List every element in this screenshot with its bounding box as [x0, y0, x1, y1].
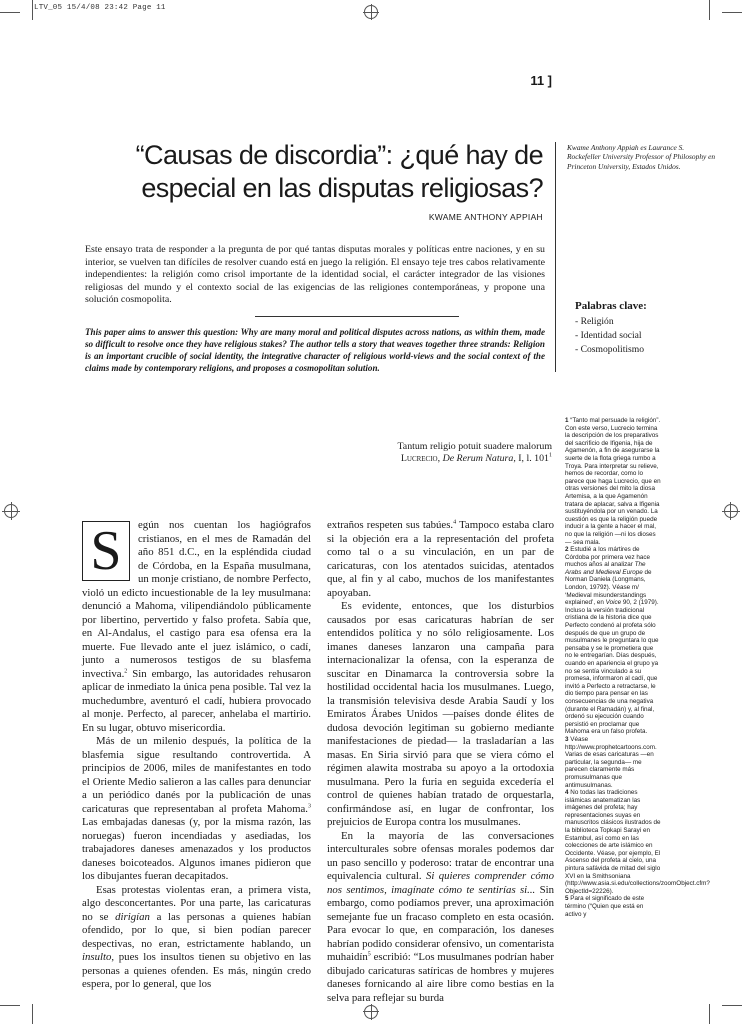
footnote: [565, 417, 661, 546]
page-number: 11 ]: [530, 73, 552, 88]
footnotes: [565, 417, 710, 918]
footnote-text: “Tanto mal persuade la religión”. Con este verso, Lucrecio termina la descripción de los preparativos del sacrificio de Ifigenia, hija de Agamenón, a fin de asegurarse la suerte de la flota griega rumbo a Troya. Para interpretar su relieve, hemos de recordar, como lo parece que haga Lucrecio, que en otras versiones del mito la diosa Artemisa, a la que Agamenón tratara de aplacar, salva a Ifigenia sustituyéndola por un venado. La cuestión es que la religión puede inducir a la gente a hacer el mal, no que la religión —ni los dioses— sea mala.: [565, 417, 661, 546]
footnote-text: Véase http://www.prophetcartoons.com. Varias de esas caricaturas —en particular, la segunda— me parecen claramente más promusulmanas que antimusulmanas.: [565, 735, 657, 789]
footnote-text: No todas las tradiciones islámicas anatematizan las imágenes del profeta; hay representaciones suyas en manuscritos clásicos ilustrados de la biblioteca Topkapi Sarayi en Estambul, así como en las colecciones de arte islámico en Occidente. Véase, por ejemplo, El Ascenso del profeta al cielo, una pintura safávida de mitad del siglo XVI en la Smithsoniana (http://www.asia.si.edu/collections/zoomObject.cfm?ObjectId=22226).: [565, 789, 710, 895]
crop-mark: [709, 1004, 710, 1024]
footnote-ref: 4: [453, 519, 457, 526]
footnote-ref: 3: [308, 802, 311, 809]
vertical-divider: [555, 142, 556, 372]
abstract-english: This paper aims to answer this question: Why are many moral and political disputes across nations, as within them, made so difficult to resolve once they have religious stakes? The author tells a story that weaves together three strands: Religion is an important crucible of social identity, the integrative character of religious world-views and the social context of the claims made by contemporary religions, and proposes a cosmopolitan solution.: [85, 327, 545, 374]
paragraph-text: Más de un milenio después, la política de la blasfemia sigue resultando controvertida. A principios de 2006, miles de manifestantes en todo el Oriente Medio salieron a las calles para denunciar a un periódico danés por la publicación de unas caricaturas que representaban al profeta Mahoma.: [82, 735, 311, 815]
body-paragraph: [327, 519, 554, 600]
footnote-emphasis: The Arabs and Medieval Europe: [565, 561, 646, 576]
registration-target-icon: [364, 1005, 378, 1019]
body-column-1: [82, 519, 311, 992]
title-line: “Causas de discordia”: ¿qué hay de: [135, 140, 543, 170]
footnote-text: Estudié a los mártires de Córdoba por primera vez hace muchos años al analizar: [565, 546, 651, 569]
footnote: [565, 546, 661, 736]
paragraph-text: Sin embargo, como podíamos prever, una aproximación semejante fue un fracaso completo en esta ocasión. Para evocar lo que, en comparación, los daneses habrían podido considerar ofensivo, un comentarista muhaidín: [327, 883, 554, 963]
author-bio: Kwame Anthony Appiah es Laurance S. Rockefeller University Professor of Philosophy en Princeton University, Estados Unidos.: [567, 143, 716, 171]
print-slug: LTV_05 15/4/08 23:42 Page 11: [34, 4, 166, 12]
epigraph-ref: , I, l. 101: [513, 453, 549, 464]
footnote-number: 3: [565, 735, 569, 743]
paragraph-text: Esas protestas violentas eran, a primera vista, algo desconcertantes. Por una parte, las caricaturas no se: [82, 883, 311, 923]
crop-mark: [0, 12, 20, 13]
footnote-text: 90, 2 (1979). Incluso la versión tradicional cristiana de la historia dice que Perfecto condenó al profeta sólo después de que un grupo de musulmanes le preguntara lo que pensaba y se le prometiera que no le entregarían. Días después, cuando en apariencia el grupo ya no se sentía vinculado a su promesa, informaron al cadí, que invitó a Perfecto a retractarse, le dio tiempo para pensar en las consecuencias de una negativa (durante el Ramadán) y, al final, ordenó su ejecución cuando persistió en proclamar que Mahoma era un falso profeta.: [565, 599, 659, 736]
body-paragraph: Es evidente, entonces, que los disturbios causados por esas caricaturas habrían de ser entendidos política y no sólo religiosamente. Los imanes daneses lanzaron una campaña para internacionalizar la ofensa, con la esperanza de suscitar en Dinamarca la controversia sobre la hostilidad occidental hacia los musulmanes. Luego, la transmisión televisiva desde Arabia Saudí y los Emiratos Árabes Unidos —países donde élites de dudosa devoción legitiman su gobierno mediante manifestaciones de piedad— la trasladarían a las masas. En Siria sirvió para que se viera cómo el régimen alawita mostraba su apoyo a la ortodoxia musulmana. Pero la furia en seguida excedería el control de quienes habían tratado de orquestarla, confirmándose así, en lugar de confrontar, los prejuicios de Europa contra los musulmanes.: [327, 600, 554, 828]
paragraph-text: extraños respeten sus tabúes.: [327, 519, 454, 531]
footnote: [565, 895, 661, 918]
paragraph-text: a las personas a quienes habían ofendido, por lo que, si bien podían parecer despectivas, no eran, estrictamente hablando, un: [82, 910, 311, 950]
drop-cap: S: [82, 521, 130, 581]
footnote-emphasis: Voice: [605, 599, 622, 607]
keyword-item: - Religión: [575, 316, 614, 327]
crop-mark: [722, 1005, 742, 1006]
body-paragraph: [82, 735, 311, 884]
footnote-text: de Norman Daniela (Longmans, London, 1979ž). Véase m/ ‘Medieval misunderstandings explained’, en: [565, 568, 652, 607]
epigraph-quote: Tantum religio potuit suadere malorum: [397, 441, 552, 452]
keyword-item: - Cosmopolitismo: [575, 344, 645, 355]
keyword-item: - Identidad social: [575, 330, 642, 341]
crop-mark: [32, 1004, 33, 1024]
article-title: [123, 139, 543, 205]
body-paragraph: [82, 884, 311, 992]
keywords-title: Palabras clave:: [575, 300, 647, 312]
abstract-separator: [255, 316, 459, 317]
footnote-ref: 1: [549, 452, 552, 459]
emphasis: dirigían: [115, 910, 150, 923]
emphasis: insulto: [82, 951, 112, 963]
epigraph-author: Lucrecio: [400, 453, 438, 464]
body-column-2: [327, 519, 554, 1005]
footnote: [565, 736, 661, 789]
paragraph-text: Sin embargo, las autoridades rehusaron aplicar de inmediato la única pena posible. Tal vez la muchedumbre, aventuró el cadí, hubiera provocado al monje. Perfecto, al parecer, anhelaba el martirio. En su lugar, obtuvo misericordia.: [82, 667, 311, 734]
epigraph-source: Lucrecio, De Rerum Natura, I, l. $101^1$: [400, 452, 552, 464]
footnote-ref: 5: [367, 951, 371, 958]
abstract-spanish: Este ensayo trata de responder a la pregunta de por qué tantas disputas morales y políticas entre naciones, y en su interior, se vuelven tan difíciles de resolver cuando está en juego la religión. El ensayo teje tres cabos relativamente independientes: la religión como crisol importante de la identidad social, el carácter integrador de las visiones religiosas del mundo y el contexto social de las exigencias de las religiones contemporáneas, y propone una solución cosmopolita.: [85, 244, 545, 306]
footnote-text: Para el significado de este término (“Quien que está en activo y: [565, 895, 645, 918]
paragraph-text: Tampoco estaba claro si la objeción era a la representación del profeta como tal o a su vinculación, en un par de caricaturas, con los atentados suicidas, atentados que, al fin y al cabo, muchos de los manifestantes apoyaban.: [327, 519, 554, 599]
epigraph-work: De Rerum Natura: [442, 453, 514, 464]
footnote-number: 4: [565, 789, 569, 797]
paragraph-text: escribió: “Los musulmanes podrían haber dibujado caricaturas satíricas de hombres y mujeres daneses fornicando al aire libre como bestias en la selva para reflejar su burda: [327, 951, 554, 1004]
epigraph: [397, 441, 552, 465]
footnote-ref: 2: [124, 667, 128, 674]
paragraph-text: Las embajadas danesas (y, por la misma razón, las noruegas) fueron incendiadas y asediadas, los trabajadores daneses amenazados y los productos daneses boicoteados. Algunos imanes pidieron que los dibujantes fueran decapitados.: [82, 816, 311, 882]
registration-target-icon: [364, 5, 378, 19]
footnote: [565, 789, 710, 895]
crop-mark: [709, 0, 710, 20]
title-line: especial en las disputas religiosas?: [141, 173, 543, 203]
paragraph-text: , pues los insultos tienen su objetivo en las personas a quienes ofenden. Es más, ningún credo espera, por lo general, que los: [82, 951, 311, 990]
footnote-number: 5: [565, 895, 569, 903]
crop-mark: [32, 0, 33, 20]
crop-mark: [722, 12, 742, 13]
keywords-list: [575, 315, 644, 357]
registration-target-icon: [4, 504, 18, 518]
footnote-number: 2: [565, 546, 569, 554]
body-paragraph: [82, 519, 311, 735]
paragraph-text: egún nos cuentan los hagiógrafos cristianos, en el mes de Ramadán del año 851 d.C., en la espléndida ciudad de Córdoba, en la España musulmana, un monje cristiano, de nombre Perfecto, violó un edicto incuestionable de la ley musulmana: denunció a Mahoma, vilipendiándolo públicamente por libertino, pervertido y falso profeta. Sabía que, en Al-Andalus, el castigo para esa ofensa era la muerte. Fue llevado ante el juez islámico, o cadí, junto a numerosos testigos de su blasfema invectiva.: [82, 519, 311, 680]
emphasis: Si quieres comprender cómo nos sentimos, imagínate cómo te sentirías si...: [327, 870, 554, 896]
paragraph-text: En la mayoría de las conversaciones interculturales sobre ofensas morales podemos dar un paso sencillo y poderoso: tratar de encontrar una equivalencia cultural.: [327, 829, 554, 882]
footnote-number: 1: [565, 417, 569, 424]
article-author: KWAME ANTHONY APPIAH: [428, 212, 543, 222]
crop-mark: [0, 1005, 20, 1006]
body-paragraph: [327, 830, 554, 1006]
registration-target-icon: [724, 504, 738, 518]
